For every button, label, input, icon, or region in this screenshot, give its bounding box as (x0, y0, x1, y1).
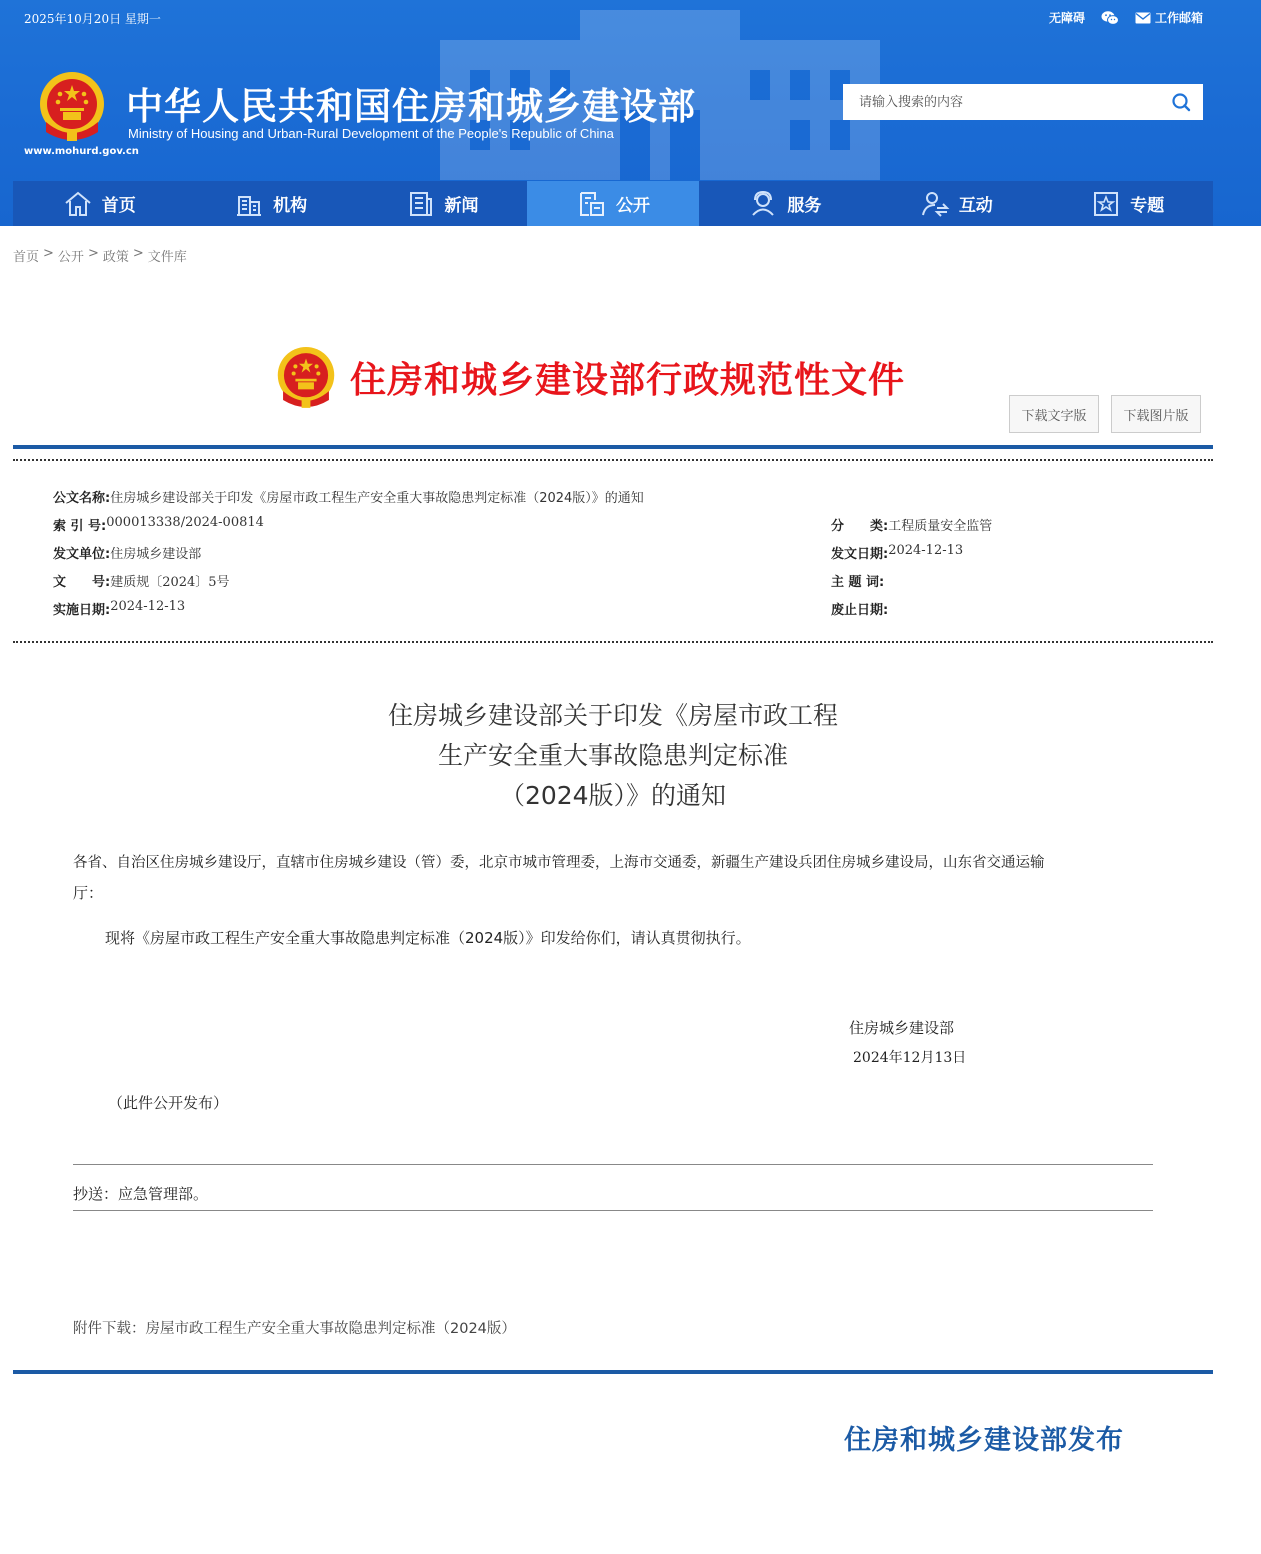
home-icon (62, 188, 94, 220)
site-subtitle: Ministry of Housing and Urban-Rural Development of the People's Republic of China (128, 126, 614, 141)
topbar-links (1049, 9, 1203, 26)
meta-effective-value: 2024-12-13 (110, 599, 186, 614)
nav-label-service: 服务 (787, 196, 822, 216)
meta-issuer-label: 发文单位: (53, 547, 111, 562)
article-cc: 抄送：应急管理部。 (73, 1185, 209, 1203)
nav-label-disclosure: 公开 (615, 196, 650, 216)
article-body: 现将《房屋市政工程生产安全重大事故隐患判定标准（2024版）》印发给你们，请认真贯彻执行。 (105, 929, 751, 947)
search-box (843, 84, 1203, 120)
wechat-link[interactable] (1101, 10, 1119, 26)
recipients-line-2: 厅： (73, 884, 104, 902)
nav-item-interact[interactable] (870, 181, 1041, 226)
search-icon (1171, 92, 1191, 112)
meta-name-label: 公文名称: (53, 491, 111, 506)
meta-category (831, 515, 992, 534)
disclosure-icon (576, 188, 608, 220)
mail-icon (1135, 12, 1151, 24)
divider-dotted-top (13, 459, 1213, 461)
work-mail-link[interactable] (1135, 9, 1203, 26)
nav-label-org: 机构 (273, 196, 308, 216)
meta-name-value: 住房城乡建设部关于印发《房屋市政工程生产安全重大事故隐患判定标准（2024版）》的通知 (110, 491, 644, 506)
nav-item-news[interactable] (356, 181, 527, 226)
article-recipients (73, 848, 1173, 908)
interact-icon (919, 188, 951, 220)
cc-divider-top (73, 1164, 1153, 1165)
current-date: 2025年10月20日 星期一 (24, 12, 161, 26)
meta-effective (53, 599, 185, 618)
site-header (0, 0, 1261, 226)
building-icon (233, 188, 265, 220)
news-icon (405, 188, 437, 220)
meta-expiry (831, 599, 888, 618)
article-signature: 住房城乡建设部 (849, 1019, 955, 1037)
article-title-line-1: 住房城乡建设部关于印发《房屋市政工程 (387, 701, 838, 730)
meta-keywords (831, 571, 884, 590)
recipients-line-1: 各省、自治区住房城乡建设厅，直辖市住房城乡建设（管）委，北京市城市管理委，上海市交通委，新疆生产建设兵团住房城乡建设局，山东省交通运输 (73, 855, 1045, 871)
meta-expiry-label: 废止日期: (831, 603, 889, 618)
meta-docno (53, 571, 230, 590)
site-url: www.mohurd.gov.cn (24, 146, 139, 157)
meta-index-label: 索 引 号: (53, 519, 107, 534)
breadcrumb-disclosure[interactable]: 公开 (57, 250, 84, 265)
meta-docno-value: 建质规〔2024〕5号 (110, 575, 230, 590)
publisher-footer: 住房和城乡建设部发布 (844, 1425, 1124, 1456)
article-title-line-2: 生产安全重大事故隐患判定标准 (437, 741, 788, 770)
download-text-button[interactable]: 下载文字版 (1009, 395, 1099, 433)
article-title (0, 696, 1226, 816)
wechat-icon (1101, 10, 1119, 26)
breadcrumb-library[interactable]: 文件库 (147, 250, 187, 265)
meta-index (53, 515, 264, 534)
nav-label-topic: 专题 (1130, 196, 1165, 216)
divider-top-blue (13, 445, 1213, 449)
breadcrumb-policy[interactable]: 政策 (102, 250, 129, 265)
site-title[interactable]: 中华人民共和国住房和城乡建设部 (126, 85, 696, 128)
meta-keywords-label: 主 题 词: (831, 575, 885, 590)
main-nav (13, 181, 1213, 226)
divider-dotted-bottom (13, 641, 1213, 643)
search-input[interactable] (843, 85, 1159, 119)
meta-issue-date-value: 2024-12-13 (888, 543, 964, 558)
meta-issuer (53, 543, 201, 562)
download-image-button[interactable]: 下载图片版 (1111, 395, 1201, 433)
meta-effective-label: 实施日期: (53, 603, 111, 618)
service-icon (747, 188, 779, 220)
divider-bottom-blue (13, 1370, 1213, 1374)
nav-label-news: 新闻 (444, 196, 479, 216)
accessibility-link[interactable]: 无障碍 (1048, 11, 1085, 25)
nav-item-service[interactable] (699, 181, 870, 226)
nav-label-home: 首页 (101, 196, 136, 216)
nav-item-topic[interactable] (1042, 181, 1213, 226)
nav-item-disclosure[interactable] (527, 181, 698, 226)
meta-docno-label: 文 号: (53, 575, 111, 590)
meta-issue-date (831, 543, 963, 562)
search-button[interactable] (1159, 84, 1203, 120)
attachment-link[interactable]: 附件下载：房屋市政工程生产安全重大事故隐患判定标准（2024版） (73, 1321, 516, 1337)
article-title-line-3: （2024版）》的通知 (499, 781, 727, 810)
meta-category-value: 工程质量安全监管 (888, 519, 993, 534)
article-sign-date: 2024年12月13日 (853, 1050, 967, 1066)
meta-category-label: 分 类: (831, 519, 889, 534)
emblem-icon (276, 344, 336, 410)
nav-label-interact: 互动 (958, 196, 993, 216)
nav-item-org[interactable] (184, 181, 355, 226)
topic-icon (1090, 188, 1122, 220)
meta-doc-name (53, 487, 644, 506)
meta-issue-date-label: 发文日期: (831, 547, 889, 562)
breadcrumb: 首页 > 公开 > 政策 > 文件库 (13, 246, 187, 265)
national-emblem-logo[interactable] (38, 70, 106, 142)
breadcrumb-home[interactable]: 首页 (13, 250, 40, 265)
meta-issuer-value: 住房城乡建设部 (110, 547, 202, 562)
document-banner (276, 344, 905, 410)
nav-item-home[interactable] (13, 181, 184, 226)
banner-title: 住房和城乡建设部行政规范性文件 (350, 359, 906, 401)
cc-divider-bottom (73, 1210, 1153, 1211)
work-mail-label: 工作邮箱 (1154, 11, 1203, 25)
public-note: （此件公开发布） (108, 1094, 229, 1112)
meta-index-value: 000013338/2024-00814 (106, 515, 264, 530)
